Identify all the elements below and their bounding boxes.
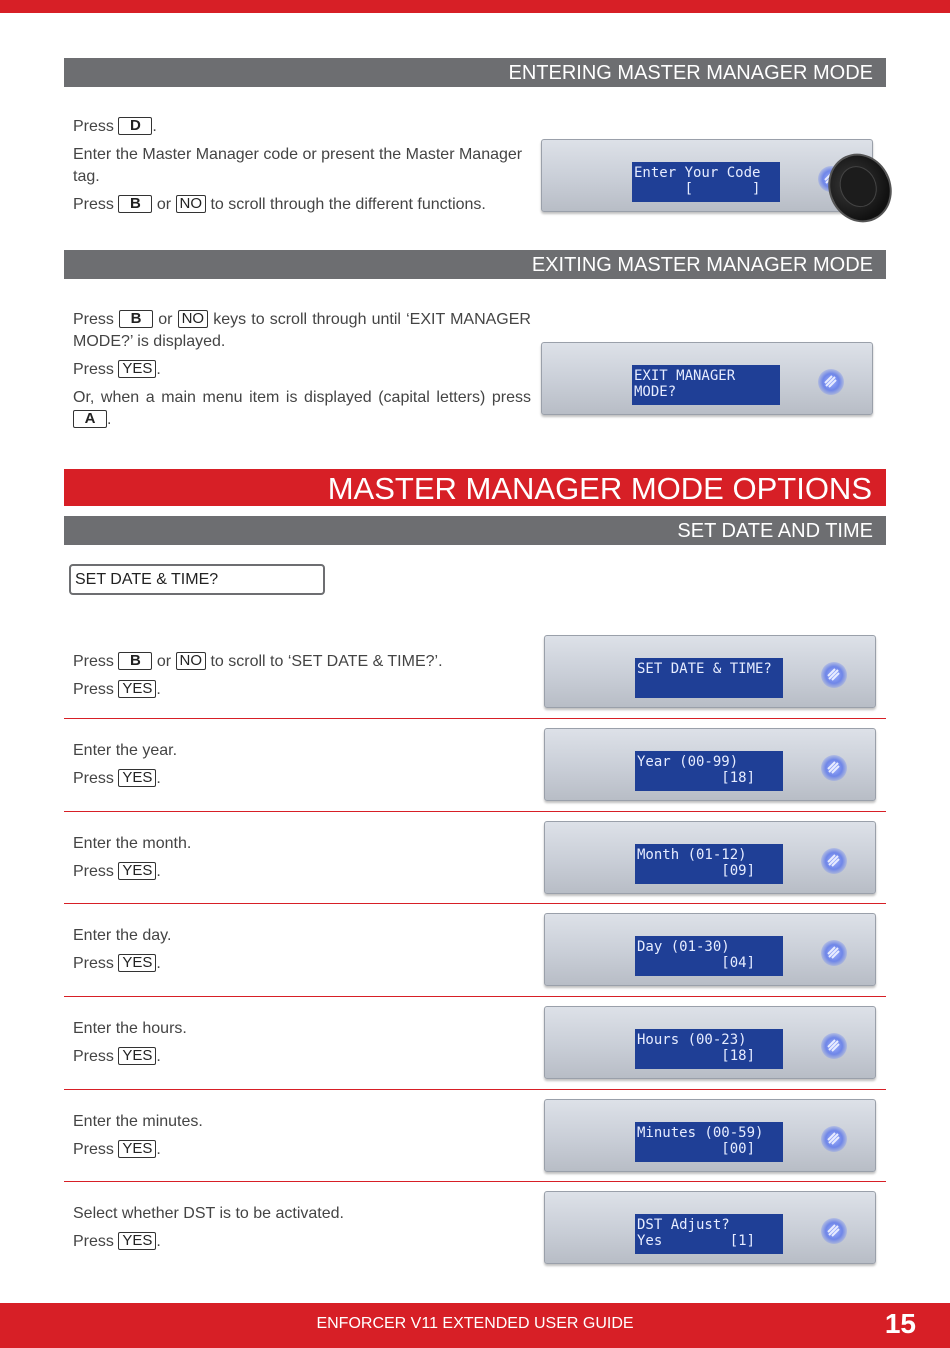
date-time-intro: Press B or NO to scroll to ‘SET DATE & TIME?’. Press YES . bbox=[73, 652, 443, 698]
press-text: Press bbox=[73, 1233, 114, 1250]
key-b: B bbox=[118, 652, 152, 670]
key-b: B bbox=[118, 195, 152, 213]
entering-instructions: Press D . Enter the Master Manager code or present the Master Manager tag. Press B or NO to scroll through the different functions. bbox=[73, 116, 531, 222]
lcd-screen: EXIT MANAGER MODE? bbox=[632, 365, 780, 405]
key-d: D bbox=[118, 117, 152, 135]
scroll-text: to scroll through the different functions. bbox=[210, 196, 486, 213]
keypad-display-exiting bbox=[541, 342, 873, 415]
rfid-reader-icon bbox=[821, 940, 847, 966]
rfid-reader-icon bbox=[821, 1126, 847, 1152]
entering-line-2: Enter the Master Manager code or present the Master Manager tag. bbox=[73, 146, 523, 185]
key-no: NO bbox=[178, 310, 209, 328]
section-header-options: MASTER MANAGER MODE OPTIONS bbox=[64, 469, 886, 506]
lcd-screen: Enter Your Code [ ] bbox=[632, 162, 780, 202]
rfid-reader-icon bbox=[821, 848, 847, 874]
keypad-display-minutes bbox=[544, 1099, 876, 1172]
key-no: NO bbox=[176, 652, 207, 670]
page-footer bbox=[0, 1303, 950, 1348]
or-text: or bbox=[156, 653, 172, 670]
footer-title: ENFORCER V11 EXTENDED USER GUIDE bbox=[316, 1315, 634, 1332]
keypad-display-month bbox=[544, 821, 876, 894]
key-yes: YES bbox=[118, 1140, 156, 1158]
key-a: A bbox=[73, 410, 107, 428]
press-text: Press bbox=[73, 1048, 114, 1065]
row-divider bbox=[64, 1089, 886, 1090]
lcd-screen: DST Adjust? Yes [1] bbox=[635, 1214, 783, 1254]
top-accent-bar bbox=[0, 0, 950, 13]
keypad-display-dst bbox=[544, 1191, 876, 1264]
lcd-screen: Hours (00-23) [18] bbox=[635, 1029, 783, 1069]
row-divider bbox=[64, 1181, 886, 1182]
lcd-screen: Month (01-12) [09] bbox=[635, 844, 783, 884]
menu-item-label: SET DATE & TIME? bbox=[69, 564, 325, 595]
lcd-screen: Year (00-99) [18] bbox=[635, 751, 783, 791]
key-yes: YES bbox=[118, 680, 156, 698]
rfid-reader-icon bbox=[821, 1033, 847, 1059]
scroll-text: keys to scroll through until ‘EXIT MANAGER MODE?’ is displayed. bbox=[73, 311, 531, 350]
press-text: Press bbox=[73, 1141, 114, 1158]
row-divider bbox=[64, 903, 886, 904]
rfid-reader-icon bbox=[818, 369, 844, 395]
step-text: Enter the year. bbox=[73, 742, 178, 759]
key-yes: YES bbox=[118, 862, 156, 880]
keypad-display-hours bbox=[544, 1006, 876, 1079]
step-dst: Select whether DST is to be activated. Press YES . bbox=[73, 1203, 531, 1259]
section-header-exiting: EXITING MASTER MANAGER MODE bbox=[64, 250, 886, 279]
page-number: 15 bbox=[884, 1308, 916, 1339]
key-b: B bbox=[119, 310, 153, 328]
row-divider bbox=[64, 996, 886, 997]
lcd-screen: Minutes (00-59) [00] bbox=[635, 1122, 783, 1162]
or-text: or bbox=[156, 196, 172, 213]
keypad-display-entering bbox=[541, 139, 873, 212]
key-yes: YES bbox=[118, 954, 156, 972]
press-text: Press bbox=[73, 955, 114, 972]
press-text: Press bbox=[73, 196, 114, 213]
exiting-instructions: Press B or NO keys to scroll through until ‘EXIT MANAGER MODE?’ is displayed. Press YES . Or, when a main menu item is displayed (capital letters) press A . bbox=[73, 310, 531, 428]
rfid-reader-icon bbox=[821, 662, 847, 688]
step-month: Enter the month. Press YES . bbox=[73, 833, 531, 889]
key-yes: YES bbox=[118, 360, 156, 378]
step-hours: Enter the hours. Press YES . bbox=[73, 1018, 531, 1074]
step-minutes: Enter the minutes. Press YES . bbox=[73, 1111, 531, 1167]
row-divider bbox=[64, 718, 886, 719]
press-text: Press bbox=[73, 770, 114, 787]
step-text: Enter the hours. bbox=[73, 1020, 187, 1037]
lcd-screen: Day (01-30) [04] bbox=[635, 936, 783, 976]
step-text: Enter the month. bbox=[73, 835, 192, 852]
press-text: Press bbox=[73, 863, 114, 880]
section-header-entering: ENTERING MASTER MANAGER MODE bbox=[64, 58, 886, 87]
step-year: Enter the year. Press YES . bbox=[73, 740, 531, 796]
keypad-display-day bbox=[544, 913, 876, 986]
press-text: Press bbox=[73, 653, 114, 670]
keypad-display-year bbox=[544, 728, 876, 801]
step-text: Enter the minutes. bbox=[73, 1113, 203, 1130]
exiting-line-3: Or, when a main menu item is displayed (capital letters) press bbox=[73, 389, 531, 406]
key-yes: YES bbox=[118, 1232, 156, 1250]
row-divider bbox=[64, 811, 886, 812]
or-text: or bbox=[158, 311, 173, 328]
step-day: Enter the day. Press YES . bbox=[73, 925, 531, 981]
key-no: NO bbox=[176, 195, 207, 213]
lcd-screen: SET DATE & TIME? bbox=[635, 658, 783, 698]
step-text: Enter the day. bbox=[73, 927, 172, 944]
keypad-display-set-date bbox=[544, 635, 876, 708]
key-yes: YES bbox=[118, 769, 156, 787]
press-text: Press bbox=[73, 681, 114, 698]
key-yes: YES bbox=[118, 1047, 156, 1065]
rfid-reader-icon bbox=[821, 755, 847, 781]
press-text: Press bbox=[73, 118, 114, 135]
rfid-reader-icon bbox=[821, 1218, 847, 1244]
press-text: Press bbox=[73, 311, 114, 328]
press-text: Press bbox=[73, 361, 114, 378]
subsection-header-date-time: SET DATE AND TIME bbox=[64, 516, 886, 545]
scroll-text: to scroll to ‘SET DATE & TIME?’. bbox=[210, 653, 443, 670]
step-text: Select whether DST is to be activated. bbox=[73, 1205, 344, 1222]
